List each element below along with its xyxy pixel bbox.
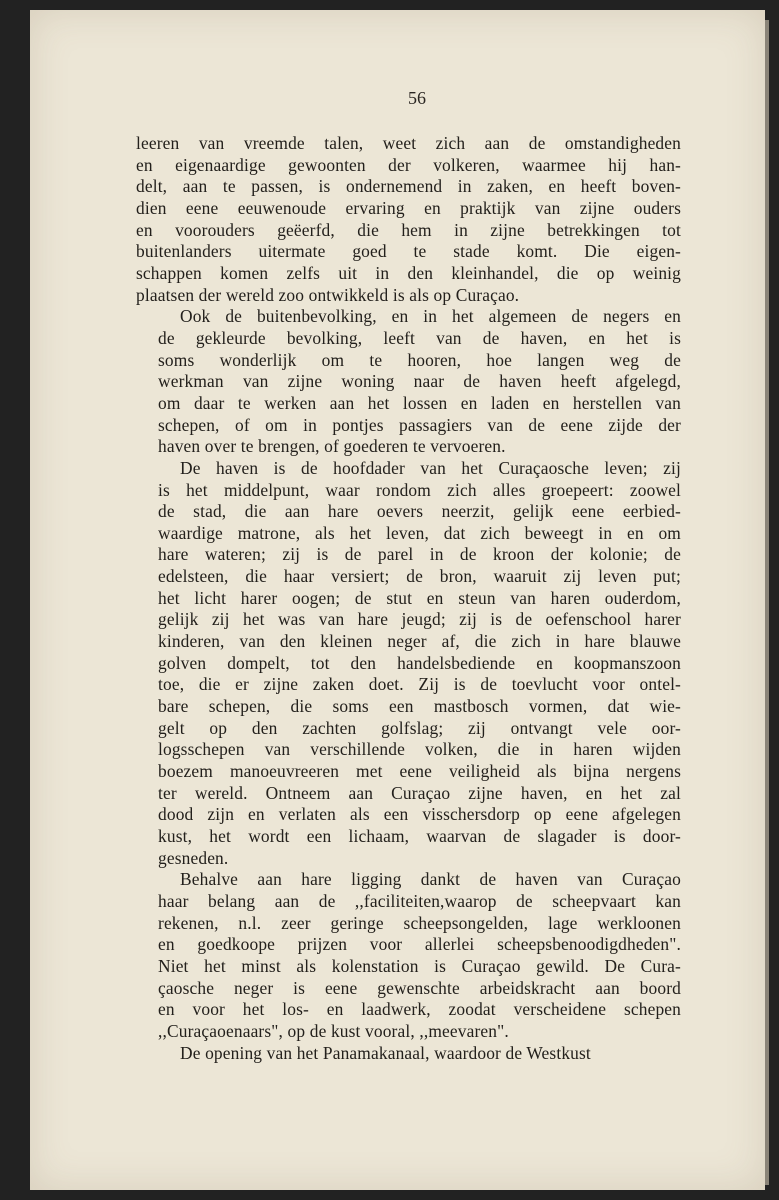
text-line: om daar te werken aan het lossen en laden en herstellen van [158, 392, 681, 413]
text-line: plaatsen der wereld zoo ontwikkeld is als op Curaçao. [136, 284, 520, 305]
text-line: werkman van zijne woning naar de haven heeft afgelegd, [158, 371, 681, 392]
text-line: delt, aan te passen, is ondernemend in zaken, en heeft boven- [136, 176, 681, 197]
text-line: gelt op den zachten golfslag; zij ontvangt vele oor- [158, 717, 681, 738]
text-line: boezem manoeuvreeren met eene veiligheid als bijna nergens [158, 761, 681, 782]
text-line: logsschepen van verschillende volken, die in haren wijden [158, 739, 681, 760]
text-line: Behalve aan hare ligging dankt de haven van Curaçao [180, 869, 681, 890]
text-line: gelijk zij het was van hare jeugd; zij is de oefenschool harer [158, 609, 681, 630]
paragraph [136, 306, 681, 458]
text-line: buitenlanders uitermate goed te stade komt. Die eigen- [136, 241, 681, 262]
text-line: bare schepen, die soms een mastbosch vormen, dat wie- [158, 696, 681, 717]
text-line: Niet het minst als kolenstation is Curaçao gewild. De Cura- [158, 955, 681, 976]
text-line: hare wateren; zij is de parel in de kroon der kolonie; de [158, 544, 681, 565]
text-line: edelsteen, die haar versiert; de bron, waaruit zij leven put; [158, 566, 681, 587]
page-number: 56 [408, 88, 426, 108]
text-line: leeren van vreemde talen, weet zich aan de omstandigheden [136, 133, 681, 153]
text-line: waardige matrone, als het leven, dat zich beweegt in en om [158, 522, 681, 543]
text-line: en goedkoope prijzen voor allerlei scheepsbenoodigdheden". [158, 934, 681, 955]
paragraph [136, 1043, 681, 1065]
text-line: gesneden. [158, 847, 229, 868]
text-line: kinderen, van den kleinen neger af, die zich in hare blauwe [158, 631, 681, 652]
text-line: ,,Curaçaoenaars", op de kust vooral, ,,meevaren". [158, 1020, 509, 1041]
text-line: is het middelpunt, waar rondom zich alles groepeert: zoowel [158, 479, 681, 500]
text-line: de stad, die aan hare oevers neerzit, gelijk eene eerbied- [158, 501, 681, 522]
text-line: dien eene eeuwenoude ervaring en praktijk van zijne ouders [136, 197, 681, 218]
text-line: toe, die er zijne zaken doet. Zij is de toevlucht voor ontel- [158, 674, 681, 695]
text-line: dood zijn en verlaten als een visschersdorp op eene afgelegen [158, 804, 681, 825]
text-line: ter wereld. Ontneem aan Curaçao zijne haven, en het zal [158, 782, 681, 803]
text-line: de gekleurde bevolking, leeft van de haven, en het is [158, 327, 681, 348]
text-line: en eigenaardige gewoonten der volkeren, waarmee hij han- [136, 154, 681, 175]
text-line: haar belang aan de ,,faciliteiten,waarop de scheepvaart kan [158, 890, 681, 911]
text-line: çaosche neger is eene gewenschte arbeidskracht aan boord [158, 977, 681, 998]
text-line: Ook de buitenbevolking, en in het algemeen de negers en [180, 306, 681, 327]
text-line: schepen, of om in pontjes passagiers van de eene zijde der [158, 414, 681, 435]
paragraph [136, 133, 681, 306]
text-line: rekenen, n.l. zeer geringe scheepsongelden, lage werkloonen [158, 912, 681, 933]
body-text [136, 133, 681, 1064]
paragraph [136, 458, 681, 869]
text-line: en voorouders geëerfd, die hem in zijne betrekkingen tot [136, 219, 681, 240]
text-line: soms wonderlijk om te hooren, hoe langen weg de [158, 349, 681, 370]
text-line: golven dompelt, tot den handelsbediende en koopmanszoon [158, 652, 681, 673]
paragraph [136, 869, 681, 1042]
text-line: kust, het wordt een lichaam, waarvan de slagader is door- [158, 826, 681, 846]
page-edge [765, 20, 769, 1185]
text-line: het licht harer oogen; de stut en steun van haren ouderdom, [158, 587, 681, 608]
text-line: en voor het los- en laadwerk, zoodat verscheidene schepen [158, 999, 681, 1020]
text-line: De haven is de hoofdader van het Curaçaosche leven; zij [180, 457, 681, 478]
text-line: schappen komen zelfs uit in den kleinhandel, die op weinig [136, 262, 681, 283]
text-line: haven over te brengen, of goederen te vervoeren. [158, 436, 506, 457]
text-line: De opening van het Panamakanaal, waardoor de Westkust [180, 1042, 591, 1063]
